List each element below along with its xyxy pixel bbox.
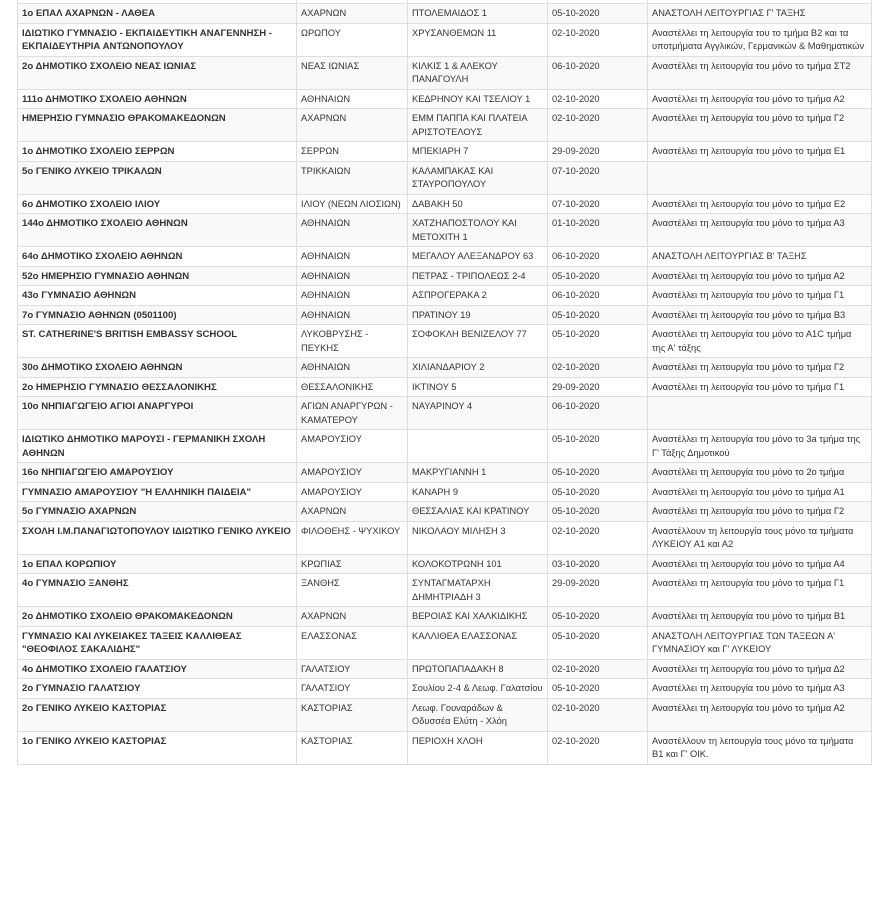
date-cell: 07-10-2020 [548,161,648,194]
closure-note-cell: Αναστέλλει τη λειτουργία του μόνο το τμήμα Ε1 [648,142,872,162]
date-cell: 06-10-2020 [548,286,648,306]
date-cell: 05-10-2020 [548,626,648,659]
table-row [18,463,872,483]
address-cell: ΒΕΡΟΙΑΣ ΚΑΙ ΧΑΛΚΙΔΙΚΗΣ [408,607,548,627]
school-name-cell: 4ο ΓΥΜΝΑΣΙΟ ΞΑΝΘΗΣ [18,574,297,607]
closure-note-cell [648,161,872,194]
table-row [18,109,872,142]
closure-note-cell: Αναστέλλει τη λειτουργία του μόνο το Α1C τμήμα της Α' τάξης [648,325,872,358]
table-row [18,502,872,522]
address-cell: ΠΡΑΤΙΝΟΥ 19 [408,305,548,325]
closure-note-cell: Αναστέλλει τη λειτουργία του μόνο το 3a τμήμα της Γ' Τάξης Δημοτικού [648,430,872,463]
address-cell: ΑΣΠΡΟΓΕΡΑΚΑ 2 [408,286,548,306]
table-row [18,626,872,659]
address-cell: ΜΕΓΑΛΟΥ ΑΛΕΞΑΝΔΡΟΥ 63 [408,247,548,267]
school-name-cell: ΣΧΟΛΗ Ι.Μ.ΠΑΝΑΓΙΩΤΟΠΟΥΛΟΥ ΙΔΙΩΤΙΚΟ ΓΕΝΙΚΟ ΛΥΚΕΙΟ [18,521,297,554]
closure-note-cell: Αναστέλλει τη λειτουργία του μόνο το τμήμα Β1 [648,607,872,627]
table-row [18,56,872,89]
address-cell: ΠΕΤΡΑΣ - ΤΡΙΠΟΛΕΩΣ 2-4 [408,266,548,286]
address-cell: ΚΑΛΛΙΘΕΑ ΕΛΑΣΣΟΝΑΣ [408,626,548,659]
date-cell: 02-10-2020 [548,698,648,731]
closure-note-cell: Αναστέλλει τη λειτουργία του μόνο το τμήμα Α2 [648,698,872,731]
closure-note-cell: Αναστέλλει τη λειτουργία του μόνο το τμήμα Ε2 [648,194,872,214]
municipality-cell: ΓΑΛΑΤΣΙΟΥ [297,659,408,679]
date-cell: 02-10-2020 [548,358,648,378]
closure-note-cell: Αναστέλλει τη λειτουργία του μόνο το τμήμα Γ2 [648,358,872,378]
municipality-cell: ΚΑΣΤΟΡΙΑΣ [297,698,408,731]
address-cell: ΝΙΚΟΛΑΟΥ ΜΙΛΗΣΗ 3 [408,521,548,554]
address-cell: ΧΙΛΙΑΝΔΑΡΙΟΥ 2 [408,358,548,378]
municipality-cell: ΑΜΑΡΟΥΣΙΟΥ [297,430,408,463]
date-cell: 05-10-2020 [548,482,648,502]
table-row [18,430,872,463]
address-cell [408,430,548,463]
school-name-cell: 1ο ΔΗΜΟΤΙΚΟ ΣΧΟΛΕΙΟ ΣΕΡΡΩΝ [18,142,297,162]
school-name-cell: 6ο ΔΗΜΟΤΙΚΟ ΣΧΟΛΕΙΟ ΙΛΙΟΥ [18,194,297,214]
date-cell: 02-10-2020 [548,109,648,142]
school-name-cell: 2ο ΔΗΜΟΤΙΚΟ ΣΧΟΛΕΙΟ ΝΕΑΣ ΙΩΝΙΑΣ [18,56,297,89]
school-name-cell: 111ο ΔΗΜΟΤΙΚΟ ΣΧΟΛΕΙΟ ΑΘΗΝΩΝ [18,89,297,109]
school-name-cell: ΙΔΙΩΤΙΚΟ ΔΗΜΟΤΙΚΟ ΜΑΡΟΥΣΙ - ΓΕΡΜΑΝΙΚΗ ΣΧΟΛΗ ΑΘΗΝΩΝ [18,430,297,463]
table-row [18,142,872,162]
municipality-cell: ΑΘΗΝΑΙΩΝ [297,305,408,325]
address-cell: ΚΑΛΑΜΠΑΚΑΣ ΚΑΙ ΣΤΑΥΡΟΠΟΥΛΟΥ [408,161,548,194]
closures-table-body [18,0,872,764]
school-name-cell: 10ο ΝΗΠΙΑΓΩΓΕΙΟ ΑΓΙΟΙ ΑΝΑΡΓΥΡΟΙ [18,397,297,430]
address-cell: ΔΑΒΑΚΗ 50 [408,194,548,214]
municipality-cell: ΑΜΑΡΟΥΣΙΟΥ [297,482,408,502]
municipality-cell: ΑΘΗΝΑΙΩΝ [297,286,408,306]
date-cell: 05-10-2020 [548,325,648,358]
municipality-cell: ΑΘΗΝΑΙΩΝ [297,266,408,286]
address-cell: ΠΡΩΤΟΠΑΠΑΔΑΚΗ 8 [408,659,548,679]
address-cell: ΜΠΕΚΙΑΡΗ 7 [408,142,548,162]
table-row [18,194,872,214]
table-row [18,305,872,325]
school-name-cell: ΓΥΜΝΑΣΙΟ ΚΑΙ ΛΥΚΕΙΑΚΕΣ ΤΑΞΕΙΣ ΚΑΛΛΙΘΕΑΣ "ΘΕΟΦΙΛΟΣ ΣΑΚΑΛΙΔΗΣ" [18,626,297,659]
school-name-cell: 4ο ΔΗΜΟΤΙΚΟ ΣΧΟΛΕΙΟ ΓΑΛΑΤΣΙΟΥ [18,659,297,679]
municipality-cell: ΘΕΣΣΑΛΟΝΙΚΗΣ [297,377,408,397]
table-row [18,325,872,358]
closure-note-cell: Αναστέλλει τη λειτουργία του μόνο το τμήμα Α1 [648,482,872,502]
table-row [18,397,872,430]
municipality-cell: ΚΡΩΠΙΑΣ [297,554,408,574]
date-cell: 29-09-2020 [548,377,648,397]
date-cell: 06-10-2020 [548,247,648,267]
address-cell: ΜΑΚΡΥΓΙΑΝΝΗ 1 [408,463,548,483]
municipality-cell: ΛΥΚΟΒΡΥΣΗΣ - ΠΕΥΚΗΣ [297,325,408,358]
address-cell: ΚΟΛΟΚΟΤΡΩΝΗ 101 [408,554,548,574]
school-name-cell: 2ο ΓΥΜΝΑΣΙΟ ΓΑΛΑΤΣΙΟΥ [18,679,297,699]
municipality-cell: ΝΕΑΣ ΙΩΝΙΑΣ [297,56,408,89]
table-row [18,731,872,764]
municipality-cell: ΚΑΣΤΟΡΙΑΣ [297,731,408,764]
closure-note-cell: Αναστέλλουν τη λειτουργία τους μόνο τα τμήματα Β1 και Γ' ΟΙΚ. [648,731,872,764]
table-row [18,554,872,574]
closure-note-cell: Αναστέλλει τη λειτουργία του μόνο το τμήμα Α3 [648,679,872,699]
address-cell: ΠΤΟΛΕΜΑΙΔΟΣ 1 [408,4,548,24]
closure-note-cell: Αναστέλλει τη λειτουργία του μόνο το τμήμα Α4 [648,554,872,574]
date-cell: 02-10-2020 [548,23,648,56]
date-cell: 29-09-2020 [548,142,648,162]
date-cell: 02-10-2020 [548,89,648,109]
table-row [18,679,872,699]
date-cell: 05-10-2020 [548,502,648,522]
date-cell: 07-10-2020 [548,194,648,214]
date-cell: 02-10-2020 [548,731,648,764]
table-row [18,574,872,607]
closure-note-cell: Αναστέλλει τη λειτουργία του μόνο το τμήμα Δ2 [648,659,872,679]
table-row [18,4,872,24]
table-row [18,521,872,554]
school-name-cell: 1ο ΕΠΑΛ ΑΧΑΡΝΩΝ - ΛΑΘΕΑ [18,4,297,24]
municipality-cell: ΞΑΝΘΗΣ [297,574,408,607]
address-cell: ΣΥΝΤΑΓΜΑΤΑΡΧΗ ΔΗΜΗΤΡΙΑΔΗ 3 [408,574,548,607]
school-name-cell: 1ο ΕΠΑΛ ΚΟΡΩΠΙΟΥ [18,554,297,574]
table-row [18,247,872,267]
date-cell: 05-10-2020 [548,607,648,627]
date-cell: 05-10-2020 [548,679,648,699]
school-name-cell: ΙΔΙΩΤΙΚΟ ΓΥΜΝΑΣΙΟ - ΕΚΠΑΙΔΕΥΤΙΚΗ ΑΝΑΓΕΝΝΗΣΗ - ΕΚΠΑΙΔΕΥΤΗΡΙΑ ΑΝΤΩΝΟΠΟΥΛΟΥ [18,23,297,56]
table-row [18,377,872,397]
school-name-cell: 30ο ΔΗΜΟΤΙΚΟ ΣΧΟΛΕΙΟ ΑΘΗΝΩΝ [18,358,297,378]
table-row [18,358,872,378]
date-cell: 05-10-2020 [548,266,648,286]
date-cell: 06-10-2020 [548,56,648,89]
closure-note-cell [648,397,872,430]
school-name-cell: 43ο ΓΥΜΝΑΣΙΟ ΑΘΗΝΩΝ [18,286,297,306]
table-row [18,286,872,306]
address-cell: ΘΕΣΣΑΛΙΑΣ ΚΑΙ ΚΡΑΤΙΝΟΥ [408,502,548,522]
closure-note-cell: Αναστέλλει τη λειτουργία του μόνο το τμήμα Α2 [648,266,872,286]
address-cell: ΚΙΛΚΙΣ 1 & ΑΛΕΚΟΥ ΠΑΝΑΓΟΥΛΗ [408,56,548,89]
closure-note-cell: Αναστέλλει τη λειτουργία του μόνο το 2ο τμήμα [648,463,872,483]
closure-note-cell: Αναστέλλει τη λειτουργία του μόνο το τμήμα Γ2 [648,502,872,522]
table-row [18,214,872,247]
school-name-cell: ΓΥΜΝΑΣΙΟ ΑΜΑΡΟΥΣΙΟΥ "Η ΕΛΛΗΝΙΚΗ ΠΑΙΔΕΙΑ" [18,482,297,502]
school-name-cell: 2ο ΗΜΕΡΗΣΙΟ ΓΥΜΝΑΣΙΟ ΘΕΣΣΑΛΟΝΙΚΗΣ [18,377,297,397]
closure-note-cell: Αναστέλλει τη λειτουργία του το τμήμα Β2 και τα υποτμήματα Αγγλικών, Γερμανικών & Μαθηματικών [648,23,872,56]
table-row [18,659,872,679]
address-cell: ΣΟΦΟΚΛΗ ΒΕΝΙΖΕΛΟΥ 77 [408,325,548,358]
closure-note-cell: Αναστέλλει τη λειτουργία του μόνο το τμήμα Α3 [648,214,872,247]
date-cell: 02-10-2020 [548,659,648,679]
table-row [18,482,872,502]
date-cell: 05-10-2020 [548,430,648,463]
date-cell: 05-10-2020 [548,4,648,24]
municipality-cell: ΑΘΗΝΑΙΩΝ [297,89,408,109]
closure-note-cell: ΑΝΑΣΤΟΛΗ ΛΕΙΤΟΥΡΓΙΑΣ Β' ΤΑΞΗΣ [648,247,872,267]
address-cell: ΙΚΤΙΝΟΥ 5 [408,377,548,397]
address-cell: ΝΑΥΑΡΙΝΟΥ 4 [408,397,548,430]
municipality-cell: ΙΛΙΟΥ (ΝΕΩΝ ΛΙΟΣΙΩΝ) [297,194,408,214]
school-name-cell: 2ο ΔΗΜΟΤΙΚΟ ΣΧΟΛΕΙΟ ΘΡΑΚΟΜΑΚΕΔΟΝΩΝ [18,607,297,627]
municipality-cell: ΑΘΗΝΑΙΩΝ [297,214,408,247]
municipality-cell: ΑΧΑΡΝΩΝ [297,109,408,142]
closures-table [17,0,872,765]
school-name-cell: 2ο ΓΕΝΙΚΟ ΛΥΚΕΙΟ ΚΑΣΤΟΡΙΑΣ [18,698,297,731]
municipality-cell: ΓΑΛΑΤΣΙΟΥ [297,679,408,699]
municipality-cell: ΑΧΑΡΝΩΝ [297,607,408,627]
school-name-cell: 1ο ΓΕΝΙΚΟ ΛΥΚΕΙΟ ΚΑΣΤΟΡΙΑΣ [18,731,297,764]
school-name-cell: 7ο ΓΥΜΝΑΣΙΟ ΑΘΗΝΩΝ (0501100) [18,305,297,325]
school-name-cell: 144ο ΔΗΜΟΤΙΚΟ ΣΧΟΛΕΙΟ ΑΘΗΝΩΝ [18,214,297,247]
municipality-cell: ΩΡΩΠΟΥ [297,23,408,56]
school-name-cell: ΗΜΕΡΗΣΙΟ ΓΥΜΝΑΣΙΟ ΘΡΑΚΟΜΑΚΕΔΟΝΩΝ [18,109,297,142]
municipality-cell: ΑΜΑΡΟΥΣΙΟΥ [297,463,408,483]
date-cell: 03-10-2020 [548,554,648,574]
school-name-cell: 52ο ΗΜΕΡΗΣΙΟ ΓΥΜΝΑΣΙΟ ΑΘΗΝΩΝ [18,266,297,286]
closure-note-cell: Αναστέλλει τη λειτουργία του μόνο το τμήμα Γ1 [648,574,872,607]
closure-note-cell: Αναστέλλει τη λειτουργία του μόνο το τμήμα ΣΤ2 [648,56,872,89]
date-cell: 02-10-2020 [548,521,648,554]
closure-note-cell: Αναστέλλει τη λειτουργία του μόνο το τμήμα Γ1 [648,377,872,397]
municipality-cell: ΕΛΑΣΣΟΝΑΣ [297,626,408,659]
school-name-cell: 5ο ΓΥΜΝΑΣΙΟ ΑΧΑΡΝΩΝ [18,502,297,522]
municipality-cell: ΣΕΡΡΩΝ [297,142,408,162]
municipality-cell: ΑΧΑΡΝΩΝ [297,4,408,24]
table-row [18,266,872,286]
date-cell: 29-09-2020 [548,574,648,607]
closure-note-cell: Αναστέλλει τη λειτουργία του μόνο το τμήμα Β3 [648,305,872,325]
date-cell: 05-10-2020 [548,463,648,483]
closure-note-cell: Αναστέλλει τη λειτουργία του μόνο το τμήμα Γ1 [648,286,872,306]
address-cell: ΚΑΝΑΡΗ 9 [408,482,548,502]
address-cell: Λεωφ. Γουναράδων & Οδυσσέα Ελύτη - Χλόη [408,698,548,731]
address-cell: ΕΜΜ ΠΑΠΠΑ ΚΑΙ ΠΛΑΤΕΙΑ ΑΡΙΣΤΟΤΕΛΟΥΣ [408,109,548,142]
municipality-cell: ΦΙΛΟΘΕΗΣ - ΨΥΧΙΚΟΥ [297,521,408,554]
closure-note-cell: Αναστέλλει τη λειτουργία του μόνο το τμήμα Γ2 [648,109,872,142]
closure-note-cell: Αναστέλλει τη λειτουργία του μόνο το τμήμα Α2 [648,89,872,109]
table-row [18,698,872,731]
municipality-cell: ΑΘΗΝΑΙΩΝ [297,247,408,267]
address-cell: Σουλίου 2-4 & Λεωφ. Γαλατσίου [408,679,548,699]
municipality-cell: ΑΘΗΝΑΙΩΝ [297,358,408,378]
school-name-cell: ST. CATHERINE'S BRITISH EMBASSY SCHOOL [18,325,297,358]
address-cell: ΚΕΔΡΗΝΟΥ ΚΑΙ ΤΣΕΛΙΟΥ 1 [408,89,548,109]
closure-note-cell: ΑΝΑΣΤΟΛΗ ΛΕΙΤΟΥΡΓΙΑΣ Γ' ΤΑΞΗΣ [648,4,872,24]
date-cell: 01-10-2020 [548,214,648,247]
municipality-cell: ΤΡΙΚΚΑΙΩΝ [297,161,408,194]
table-row [18,89,872,109]
address-cell: ΠΕΡΙΟΧΗ ΧΛΟΗ [408,731,548,764]
school-name-cell: 64ο ΔΗΜΟΤΙΚΟ ΣΧΟΛΕΙΟ ΑΘΗΝΩΝ [18,247,297,267]
municipality-cell: ΑΓΙΩΝ ΑΝΑΡΓΥΡΩΝ - ΚΑΜΑΤΕΡΟΥ [297,397,408,430]
table-row [18,607,872,627]
table-row [18,23,872,56]
date-cell: 05-10-2020 [548,305,648,325]
closure-note-cell: ΑΝΑΣΤΟΛΗ ΛΕΙΤΟΥΡΓΙΑΣ ΤΩΝ ΤΑΞΕΩΝ Α' ΓΥΜΝΑΣΙΟΥ και Γ' ΛΥΚΕΙΟΥ [648,626,872,659]
table-row [18,161,872,194]
school-name-cell: 5ο ΓΕΝΙΚΟ ΛΥΚΕΙΟ ΤΡΙΚΑΛΩΝ [18,161,297,194]
school-name-cell: 16ο ΝΗΠΙΑΓΩΓΕΙΟ ΑΜΑΡΟΥΣΙΟΥ [18,463,297,483]
municipality-cell: ΑΧΑΡΝΩΝ [297,502,408,522]
closure-note-cell: Αναστέλλουν τη λειτουργία τους μόνο τα τμήματα ΛΥΚΕΙΟΥ Α1 και Α2 [648,521,872,554]
date-cell: 06-10-2020 [548,397,648,430]
address-cell: ΧΡΥΣΑΝΘΕΜΩΝ 11 [408,23,548,56]
address-cell: ΧΑΤΖΗΑΠΟΣΤΟΛΟΥ ΚΑΙ ΜΕΤΟΧΙΤΗ 1 [408,214,548,247]
